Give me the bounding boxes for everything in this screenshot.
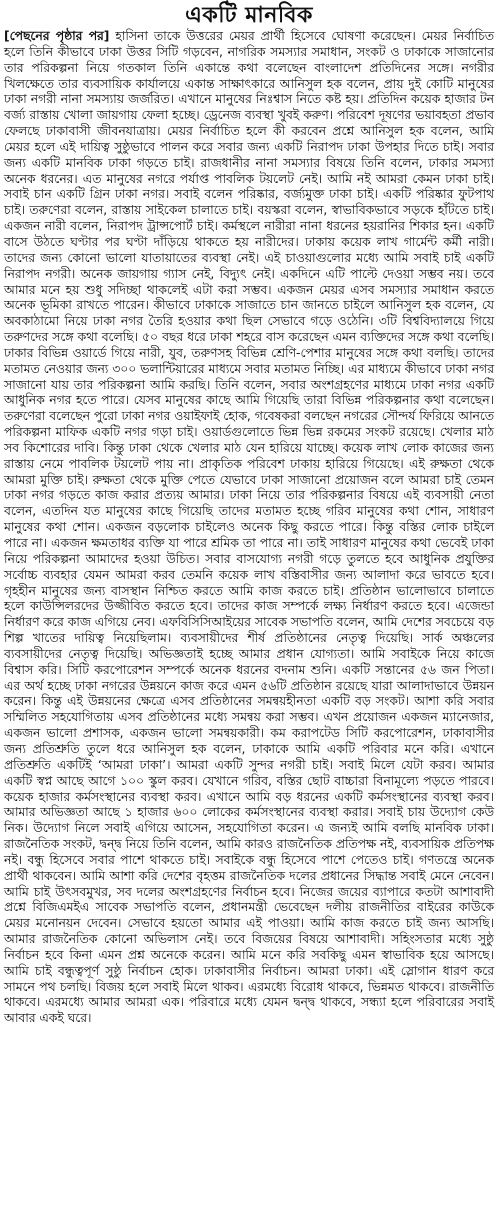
article-body bbox=[4, 29, 494, 1027]
headline: একটি মানবিক bbox=[185, 2, 313, 28]
continued-from-label: [পেছনের পৃষ্ঠার পর] bbox=[4, 29, 110, 43]
article-paragraph: হাসিনা তাকে উত্তরের মেয়র প্রার্থী হিসেবে ঘোষণা করেছেন। মেয়র নির্বাচিত হলে তিনি কীভাবে ঢাকা উত্তর সিটি গড়বেন, নাগরিক সমস্যার সমাধান, সংকট ও ঢাকাকে সাজানোর তার পরিকল্পনা নিয়ে গতকাল তিনি একান্তে কথা বলেছেন বাংলাদেশ প্রতিদিনের সঙ্গে। নগরীর খিলক্ষেতে তার ব্যবসায়িক কার্যালয়ে একান্ত সাক্ষাৎকারে আনিসুল হক বলেন, প্রায় দুই কোটি মানুষের ঢাকা নগরী নানা সমস্যায় জর্জরিত। এখানে মানুষের নিঃশ্বাস নিতে কষ্ট হয়। প্রতিদিন কয়েক হাজার টন বর্জ্য রাস্তায় খোলা জায়গায় ফেলা হচ্ছে। ড্রেনেজ ব্যবস্থা খুবই করুণ। পরিবেশ দূষণের ভয়াবহতা প্রভাব ফেলছে ঢাকাবাসী জীবনযাত্রায়। মেয়র নির্বাচিত হলে কী করবেন প্রশ্নে আনিসুল হক বলেন, আমি মেয়র হলে এই দায়িত্ব সুষ্ঠুভাবে পালন করে সবার জন্য একটি নিরাপদ ঢাকা উপহার দিতে চাই। সবার জন্য একটি মানবিক ঢাকা গড়তে চাই। রাজধানীর নানা সমস্যার বিষয়ে তিনি বলেন, ঢাকার সমস্যা অনেক ধরনের। এত মানুষের নগরে পর্যাপ্ত পাবলিক টয়লেট নেই। আমি নই আমরা কেমন ঢাকা চাই। সবাই চান একটি গ্রিন ঢাকা নগর। সবাই বলেন পরিষ্কার, বর্জ্যমুক্ত ঢাকা চাই। একটি পরিষ্কার ফুটপাথ চাই। তরুণেরা বলেন, রাস্তায় সাইকেল চালাতে চাই। বয়স্করা বলেন, স্বাভাবিকভাবে সড়কে হাঁটতে চাই। একজন নারী বলেন, নিরাপদ ট্রান্সপোর্ট চাই। কর্মস্থলে নারীরা নানা ধরনের হয়রানির শিকার হন। একটি বাসে উঠতে ঘণ্টার পর ঘণ্টা দাঁড়িয়ে থাকতে হয় নারীদের। ঢাকায় কয়েক লাখ গার্মেন্ট কর্মী নারী। তাদের জন্য কোনো ভালো যাতায়াতের ব্যবস্থা নেই। এই চাওয়াগুলোর মধ্যে আমি সবাই চাই একটি নিরাপদ নগরী। অনেক জায়গায় গ্যাস নেই, বিদ্যুৎ নেই। একদিনে এটি পাল্টে দেওয়া সম্ভব নয়। তবে আমার মনে হয় শুধু সদিচ্ছা থাকলেই এটা করা সম্ভব। একজন মেয়র এসব সমস্যার সমাধান করতে অনেক ভূমিকা রাখতে পারেন। কীভাবে ঢাকাকে সাজাতে চান জানতে চাইলে আনিসুল হক বলেন, যে অবকাঠামো নিয়ে ঢাকা নগর তৈরি হওয়ার কথা ছিল সেভাবে গড়ে ওঠেনি। ৩টি বিশ্ববিদ্যালয়ে গিয়ে তরুণদের সঙ্গে কথা বলেছি। ৫০ বছর ধরে ঢাকা শহরে বাস করেছেন এমন ব্যক্তিদের সঙ্গে কথা বলেছি। ঢাকার বিভিন্ন ওয়ার্ডে গিয়ে নারী, যুব, তরুণসহ বিভিন্ন শ্রেণি-পেশার মানুষের সঙ্গে কথা বলছি। তাদের মতামত নেওয়ার জন্য ৩০০ ভলান্টিয়ারের মাধ্যমে সবার মতামত নিচ্ছি। এর মাধ্যমে কীভাবে ঢাকা নগর সাজানো যায় তার পরিকল্পনা আমি করছি। তিনি বলেন, সবার অংশগ্রহণের মাধ্যমে ঢাকা নগর একটি আধুনিক নগর হতে পারে। যেসব মানুষের কাছে আমি গিয়েছি তারা বিভিন্ন পরিকল্পনার কথা বলেছেন। তরুণেরা বলেছেন পুরো ঢাকা নগর ওয়াইফাই হোক, গবেষকরা বলছেন নগরের সৌন্দর্য ফিরিয়ে আনতে পরিকল্পনা মাফিক একটি নগর গড়া চাই। ওয়ার্ডগুলোতে ভিন্ন ভিন্ন রকমের সংকট রয়েছে। খেলার মাঠ সব কিশোরের দাবি। কিন্তু ঢাকা থেকে খেলার মাঠ যেন হারিয়ে যাচ্ছে। কয়েক লাখ লোক কাজের জন্য রাস্তায় নেমে পাবলিক টয়লেট পায় না। প্রাকৃতিক পরিবেশ ঢাকায় হারিয়ে গিয়েছে। এই রুক্ষতা থেকে আমরা মুক্তি চাই। রুক্ষতা থেকে মুক্তি পেতে যেভাবে ঢাকা সাজানো প্রয়োজন বলে আমরা চাই তেমন ঢাকা নগর গড়তে কাজ করার প্রত্যয় আমার। ঢাকা নিয়ে তার পরিকল্পনার বিষয়ে এই ব্যবসায়ী নেতা বলেন, এতদিন যত মানুষের কাছে গিয়েছি তাদের মতামত হচ্ছে গরিব মানুষের কথা শোন, সাধারণ মানুষের কথা শোন। একজন বড়লোক চাইলেও অনেক কিছু করতে পারে। কিন্তু বস্তির লোক চাইলে পারে না। একজন ক্ষমতাধর ব্যক্তি যা পারে শ্রমিক তা পারে না। তাই সাধারণ মানুষের কথা ভেবেই ঢাকা নিয়ে পরিকল্পনা আমাদের হওয়া উচিত। সবার বাসযোগ্য নগরী গড়ে তুলতে হবে আধুনিক প্রযুক্তির সর্বোচ্চ ব্যবহার যেমন আমরা করব তেমনি কয়েক লাখ বস্তিবাসীর জন্য আলাদা করে ভাবতে হবে। গৃহহীন মানুষের জন্য বাসস্থান নিশ্চিত করতে আমি কাজ করতে চাই। প্রতিষ্ঠান ভালোভাবে চালাতে হলে কাউন্সিলরদের উজ্জীবিত করতে হবে। তাদের কাজ সম্পর্কে লক্ষ্য নির্ধারণ করতে হবে। এজেন্ডা নির্ধারণ করে কাজ এগিয়ে নেব। এফবিসিসিআইয়ের সাবেক সভাপতি বলেন, আমি দেশের সবচেয়ে বড় শিল্প খাতের দায়িত্ব নিয়েছিলাম। ব্যবসায়ীদের শীর্ষ প্রতিষ্ঠানের নেতৃত্ব দিয়েছি। সার্ক অঞ্চলের ব্যবসায়ীদের নেতৃত্ব দিয়েছি। অভিজ্ঞতাই হচ্ছে আমার প্রধান যোগ্যতা। আমি সবাইকে নিয়ে কাজে বিশ্বাস করি। সিটি করপোরেশন সম্পর্কে অনেক ধরনের বদনাম শুনি। একটি সন্তানের ৫৬ জন পিতা। এর অর্থ হচ্ছে ঢাকা নগরের উন্নয়নে কাজ করে এমন ৫৬টি প্রতিষ্ঠান রয়েছে যারা আলাদাভাবে উন্নয়ন করেন। কিন্তু এই উন্নয়নের ক্ষেত্রে এসব প্রতিষ্ঠানের সমন্বয়হীনতা একটি বড় সংকট। আশা করি সবার সম্মিলিত সহযোগিতায় এসব প্রতিষ্ঠানের মধ্যে সমন্বয় করা সম্ভব। এখন প্রয়োজন একজন ম্যানেজার, একজন ভালো প্রশাসক, একজন ভালো সমন্বয়কারী। কম করাপটেড সিটি করপোরেশন, ঢাকাবাসীর জন্য প্রতিশ্রুতি তুলে ধরে আনিসুল হক বলেন, ঢাকাকে আমি একটি পরিবার মনে করি। এখানে প্রতিশ্রুতি একটিই ‘আমরা ঢাকা’। আমরা একটি সুন্দর নগরী চাই। সবাই মিলে যেটা করব। আমার একটি স্বপ্ন আছে আগে ১০০ স্কুল করব। যেখানে গরিব, বস্তির ছোট বাচ্চারা বিনামূল্যে পড়তে পারবে। কয়েক হাজার কর্মসংস্থানের ব্যবস্থা করব। এখানে আমি বড় ধরনের একটি কর্মসংস্থানের ব্যবস্থা করব। আমার অভিজ্ঞতা আছে ১ হাজার ৬০০ লোকের কর্মসংস্থানের ব্যবস্থা করার। সবাই চায় উদ্যোগ কেউ নিক। উদ্যোগ নিলে সবাই এগিয়ে আসেন, সহযোগিতা করেন। এ জন্যই আমি বলছি মানবিক ঢাকা। রাজনৈতিক সংকট, দ্বন্দ্ব নিয়ে তিনি বলেন, আমি কারও রাজনৈতিক প্রতিপক্ষ নই, ব্যবসায়িক প্রতিপক্ষ নই। বন্ধু হিসেবে সবার পাশে থাকতে চাই। সবাইকে বন্ধু হিসেবে পাশে পেতেও চাই। গণতন্ত্রে অনেক প্রার্থী থাকবেন। আমি আশা করি দেশের বৃহত্তম রাজনৈতিক দলের প্রধানের সিদ্ধান্ত সবাই মেনে নেবেন। আমি চাই উৎসবমুখর, সব দলের অংশগ্রহণের নির্বাচন হবে। নিজের জয়ের ব্যাপারে কতটা আশাবাদী প্রশ্নে বিজিএমইএ সাবেক সভাপতি বলেন, প্রধানমন্ত্রী ভেবেছেন দলীয় রাজনীতির বাইরের কাউকে মেয়র মনোনয়ন দেবেন। সেভাবে হয়তো আমার এই পাওয়া। আমি কাজ করতে চাই জন্য আসছি। আমার রাজনৈতিক কোনো অভিলাস নেই। তবে বিজয়ের বিষয়ে আশাবাদী। সহিংসতার মধ্যে সুষ্ঠু নির্বাচন হবে কিনা এমন প্রশ্ন অনেকে করেন। আমি মনে করি সবকিছু এমন স্বাভাবিক হয়ে আসছে। আমি চাই বন্ধুত্বপূর্ণ সুষ্ঠু নির্বাচন হোক। ঢাকাবাসীর নির্বাচন। আমরা ঢাকা। এই স্লোগান ধারণ করে সামনে পথ চলছি। বিজয় হলে সবাই মিলে থাকব। এরমধ্যে বিরোধ থাকবে, ভিন্নমত থাকবে। রাজনীতি থাকবে। এরমধ্যে আমার আমরা এক। পরিবারে মধ্যে যেমন দ্বন্দ্ব থাকবে, সন্ধ্যা হলে পরিবারের সবাই আবার একই ঘরে। bbox=[4, 29, 495, 1026]
